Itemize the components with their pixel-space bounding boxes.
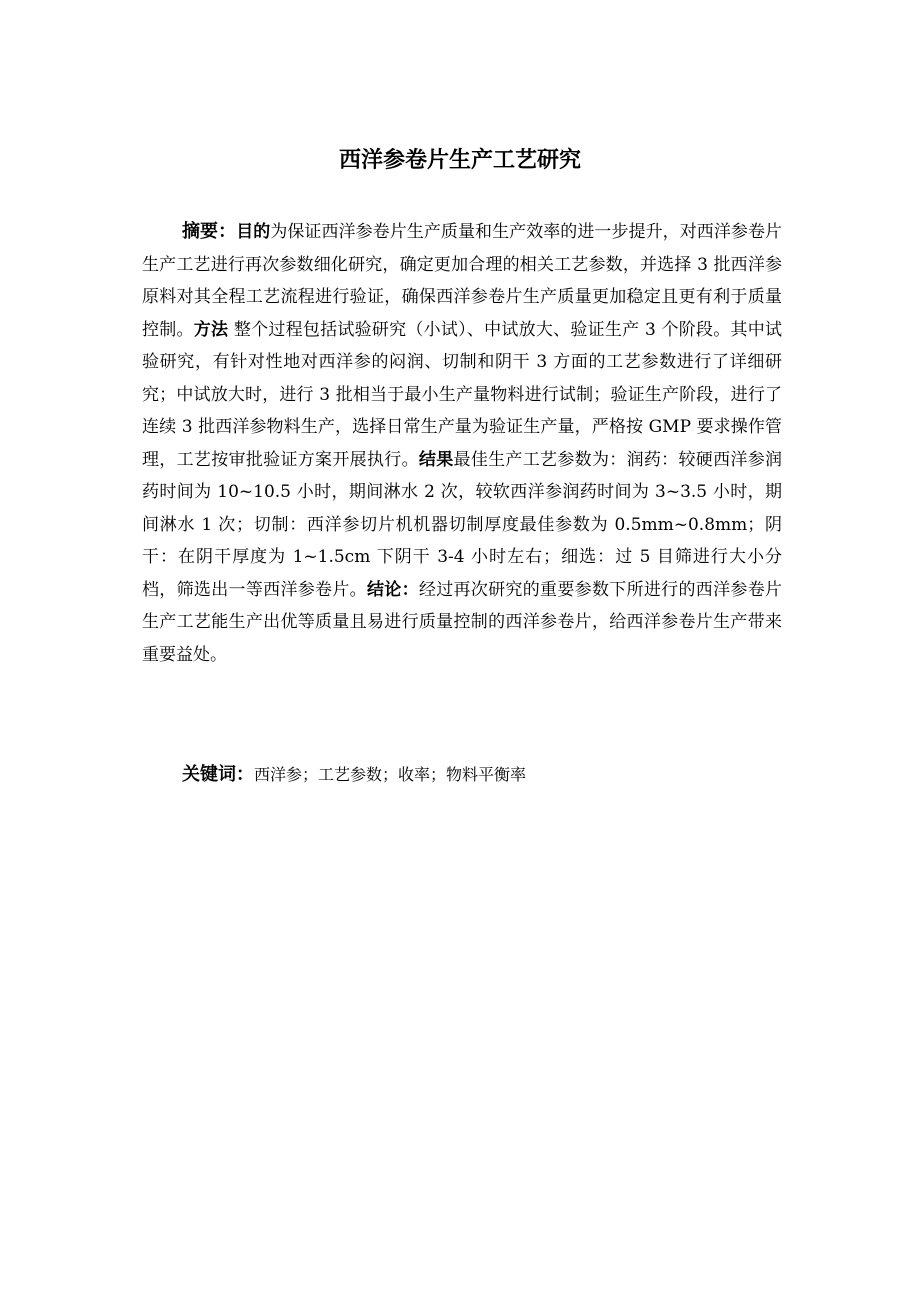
results-text: 最佳生产工艺参数为：润药：较硬西洋参润药时间为 10~10.5 小时，期间淋水 2 次，较软西洋参润药时间为 3~3.5 小时，期间淋水 1 次；切制：西洋参切片机机器切制厚度最佳参数为 0.5mm~0.8mm；阴干：在阴干厚度为 1~1.5cm 下阴干 3-4 小时左右；细选：过 5 目筛进行大小分档，筛选出一等西洋参卷片。 (142, 449, 783, 600)
keywords-text: 西洋参；工艺参数；收率；物料平衡率 (254, 765, 527, 784)
abstract-label: 摘要： (182, 221, 237, 242)
paper-title: 西洋参卷片生产工艺研究 (338, 148, 581, 173)
results-label: 结果 (418, 449, 454, 470)
abstract-paragraph (142, 216, 782, 671)
keywords-label: 关键词： (182, 764, 254, 785)
conclusion-text: 经过再次研究的重要参数下所进行的西洋参卷片生产工艺能生产出优等质量且易进行质量控制的西洋参卷片，给西洋参卷片生产带来重要益处。 (142, 579, 783, 665)
objective-text: 为保证西洋参卷片生产质量和生产效率的进一步提升，对西洋参卷片生产工艺进行再次参数细化研究，确定更加合理的相关工艺参数，并选择 3 批西洋参原料对其全程工艺流程进行验证，确保西洋参卷片生产质量更加稳定且更有利于质量控制。 (142, 222, 783, 340)
conclusion-label: 结论： (366, 579, 419, 600)
methods-text: 整个过程包括试验研究（小试）、中试放大、验证生产 3 个阶段。其中试验研究，有针对性地对西洋参的闷润、切制和阴干 3 方面的工艺参数进行了详细研究；中试放大时，进行 3 批相当于最小生产量物料进行试制；验证生产阶段，进行了连续 3 批西洋参物料生产，选择日常生产量为验证生产量，严格按 GMP 要求操作管理，工艺按审批验证方案开展执行。 (142, 319, 782, 470)
objective-label: 目的 (236, 222, 271, 242)
methods-label: 方法 (193, 319, 229, 340)
keywords-line (182, 760, 782, 790)
